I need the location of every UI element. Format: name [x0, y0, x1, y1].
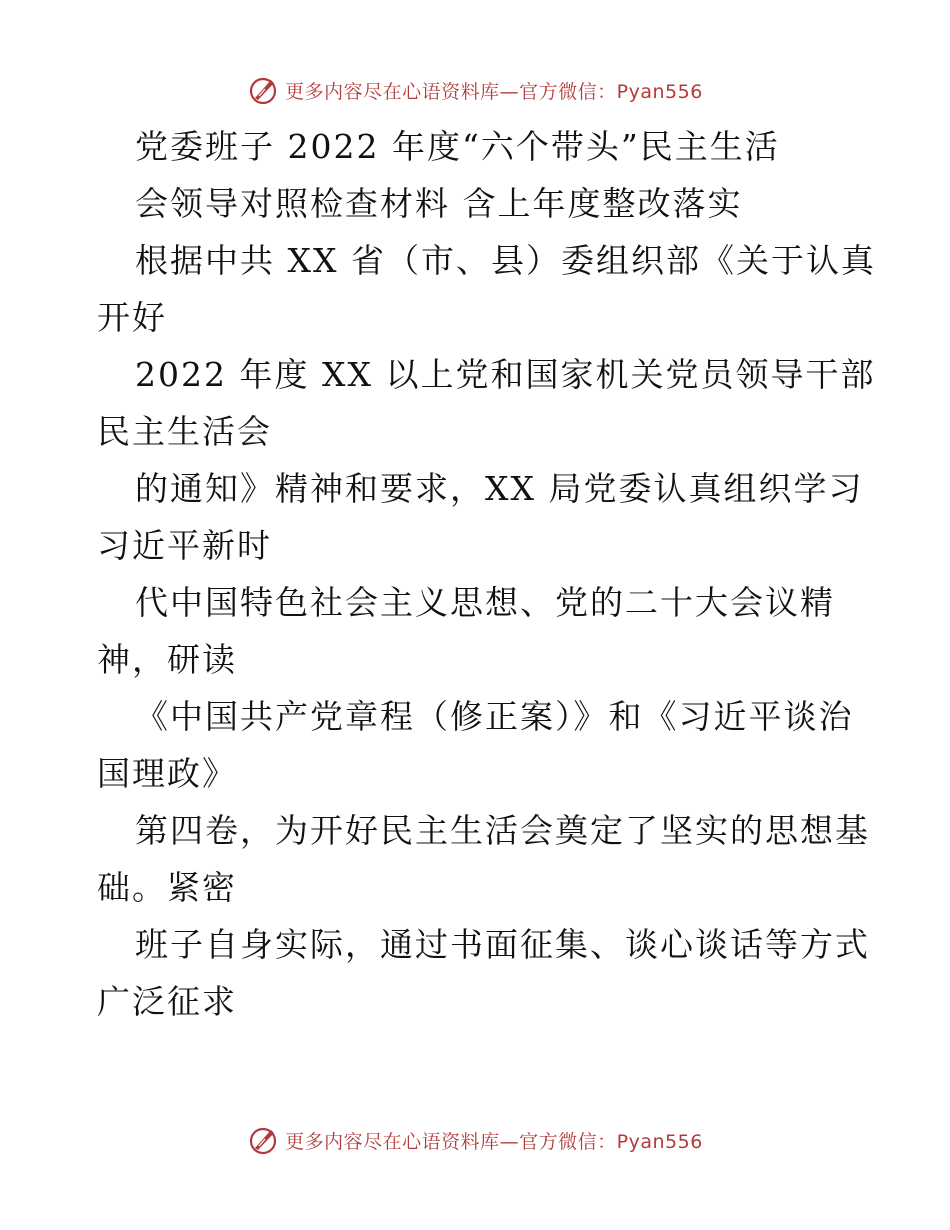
body-line-4: 开好 — [97, 298, 167, 337]
footer-watermark — [0, 1120, 950, 1160]
header-watermark-text: 更多内容尽在心语资料库—官方微信：Pyan556 — [285, 80, 703, 103]
body-line-7: 的通知》精神和要求，XX 局党委认真组织学习 — [135, 469, 864, 508]
body-line-10: 神，研读 — [97, 640, 237, 679]
body-line-13: 第四卷，为开好民主生活会奠定了坚实的思想基 — [135, 811, 870, 850]
document-body — [97, 118, 876, 1030]
body-line-5: 2022 年度 XX 以上党和国家机关党员领导干部 — [135, 355, 876, 394]
body-line-11: 《中国共产党章程（修正案）》和《习近平谈治 — [135, 697, 854, 736]
body-line-6: 民主生活会 — [97, 412, 272, 451]
body-line-12: 国理政》 — [97, 754, 237, 793]
body-line-1: 党委班子 2022 年度“六个带头”民主生活 — [135, 127, 780, 166]
body-line-2: 会领导对照检查材料 含上年度整改落实 — [135, 184, 743, 223]
quill-pen-logo-icon — [247, 74, 279, 106]
body-line-15: 班子自身实际，通过书面征集、谈心谈话等方式 — [135, 925, 870, 964]
body-line-3: 根据中共 XX 省（市、县）委组织部《关于认真 — [135, 241, 876, 280]
header-watermark — [0, 70, 950, 110]
quill-pen-logo-icon — [247, 1124, 279, 1156]
body-line-14: 础。紧密 — [97, 868, 237, 907]
body-line-9: 代中国特色社会主义思想、党的二十大会议精 — [135, 583, 835, 622]
footer-watermark-text: 更多内容尽在心语资料库—官方微信：Pyan556 — [285, 1130, 703, 1153]
body-line-8: 习近平新时 — [97, 526, 272, 565]
body-line-16: 广泛征求 — [97, 982, 237, 1021]
